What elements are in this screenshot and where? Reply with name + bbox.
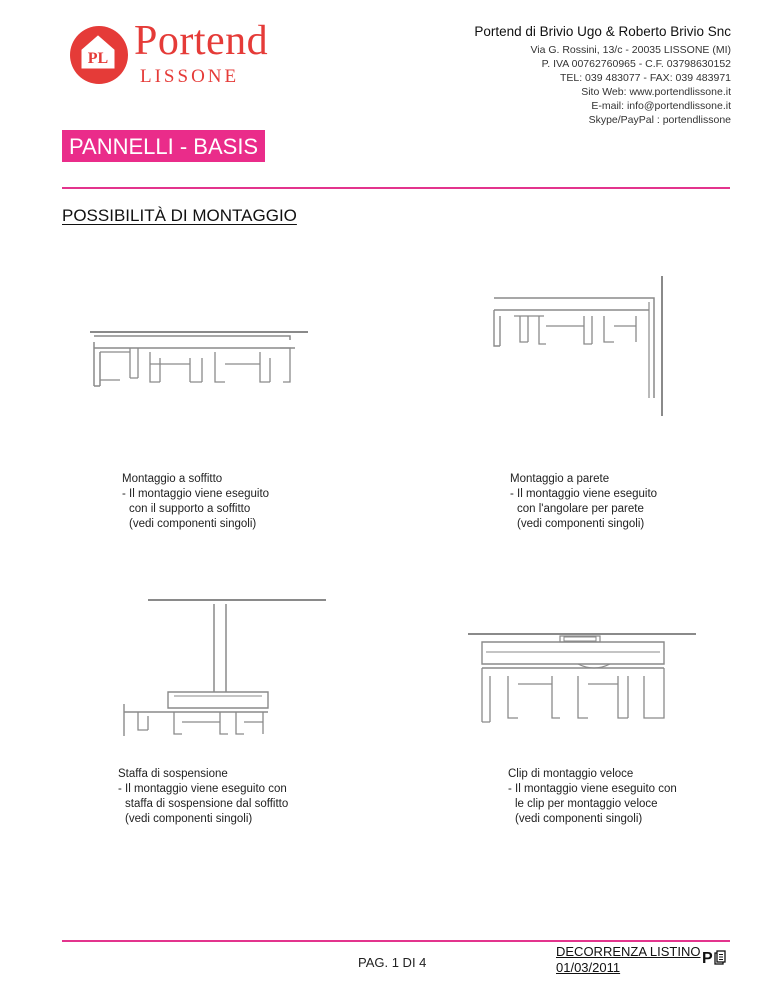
caption-line: - Il montaggio viene eseguito con xyxy=(508,783,677,795)
caption-line: (vedi componenti singoli) xyxy=(517,518,645,530)
price-list-date xyxy=(556,944,700,976)
company-vat: P. IVA 00762760965 - C.F. 03798630152 xyxy=(541,58,731,70)
decorrenza-date: 01/03/2011 xyxy=(556,960,621,975)
quick-clip-drawing xyxy=(468,622,698,726)
company-address: Via G. Rossini, 13/c - 20035 LISSONE (MI) xyxy=(530,44,731,56)
ceiling-mount-drawing xyxy=(90,318,310,390)
caption-title: Clip di montaggio veloce xyxy=(508,768,634,780)
caption-line: (vedi componenti singoli) xyxy=(129,518,257,530)
bottom-divider xyxy=(62,940,730,942)
company-logo xyxy=(70,20,310,100)
company-skype: Skype/PayPal : portendlissone xyxy=(588,114,731,126)
caption-line: con l'angolare per parete xyxy=(517,503,644,515)
document-icon xyxy=(714,950,726,965)
logo-city: LISSONE xyxy=(140,66,240,87)
company-name: Portend di Brivio Ugo & Roberto Brivio Snc xyxy=(474,24,731,39)
company-website[interactable]: Sito Web: www.portendlissone.it xyxy=(581,86,731,98)
caption-line: (vedi componenti singoli) xyxy=(125,813,253,825)
decorrenza-label: DECORRENZA LISTINO xyxy=(556,944,701,959)
caption-line: - Il montaggio viene eseguito xyxy=(122,488,270,500)
page-number: PAG. 1 DI 4 xyxy=(358,955,427,970)
caption-line: le clip per montaggio veloce xyxy=(515,798,658,810)
catalog-code xyxy=(702,950,726,968)
logo-brand: Portend xyxy=(134,18,269,64)
caption-title: Staffa di sospensione xyxy=(118,768,228,780)
caption-title: Montaggio a soffitto xyxy=(122,473,223,485)
company-email[interactable]: E-mail: info@portendlissone.it xyxy=(591,100,731,112)
caption-line: con il supporto a soffitto xyxy=(129,503,251,515)
section-heading: POSSIBILITÀ DI MONTAGGIO xyxy=(62,206,297,225)
wall-mount-drawing xyxy=(484,276,674,418)
suspension-mount-drawing xyxy=(118,596,328,738)
logo-mark-letters: PL xyxy=(87,50,109,67)
caption-ceiling-mount xyxy=(122,472,269,532)
caption-title: Montaggio a parete xyxy=(510,473,610,485)
company-phone: TEL: 039 483077 - FAX: 039 483971 xyxy=(559,72,731,84)
caption-quick-clip xyxy=(508,767,677,827)
page-title: PANNELLI - BASIS xyxy=(62,130,265,162)
caption-line: - Il montaggio viene eseguito xyxy=(510,488,658,500)
caption-suspension-mount xyxy=(118,767,288,827)
top-divider xyxy=(62,187,730,189)
caption-line: staffa di sospensione dal soffitto xyxy=(125,798,289,810)
house-icon xyxy=(76,30,120,74)
caption-line: - Il montaggio viene eseguito con xyxy=(118,783,287,795)
caption-line: (vedi componenti singoli) xyxy=(515,813,643,825)
caption-wall-mount xyxy=(510,472,657,532)
company-info xyxy=(474,24,731,127)
catalog-code-letter: P xyxy=(702,950,713,967)
